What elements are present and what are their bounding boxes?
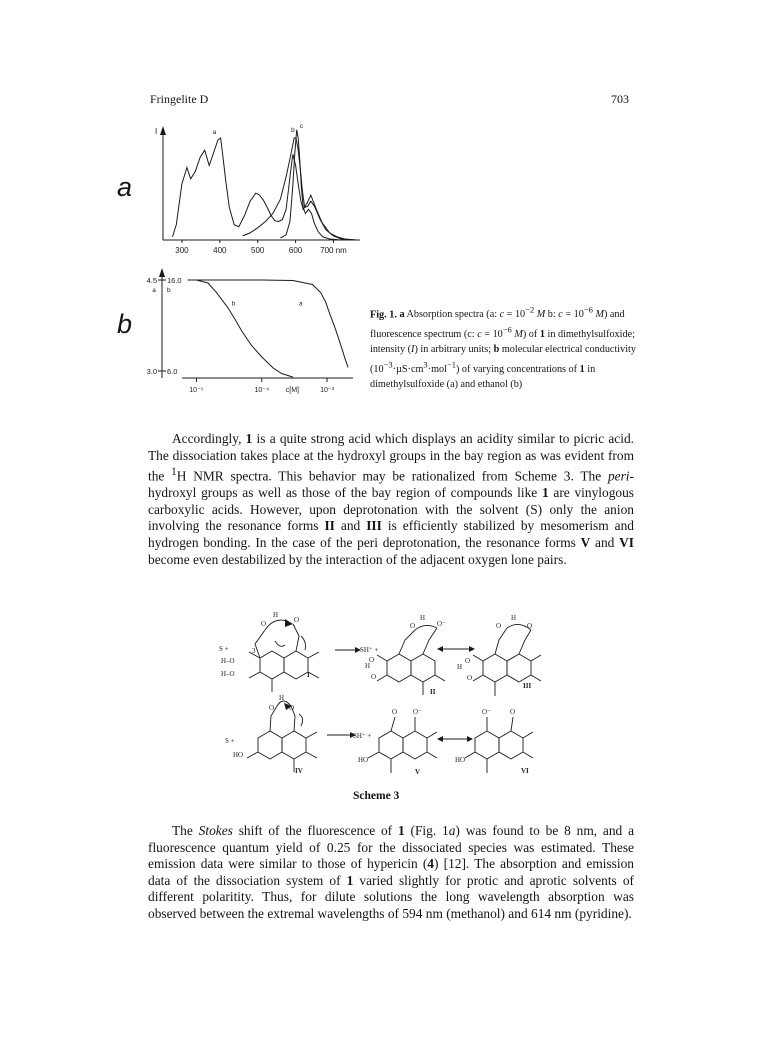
x-tick-label: 10⁻⁵ bbox=[189, 387, 204, 394]
y-left-tick-label: 4.5 bbox=[146, 276, 157, 285]
axis-series-label-a: a bbox=[152, 287, 156, 294]
x-tick-label: 300 bbox=[175, 246, 189, 255]
x-tick-label: 10⁻³ bbox=[320, 387, 334, 394]
conductivity-chart bbox=[138, 262, 370, 398]
position-3-label: 3 bbox=[252, 647, 256, 655]
structure-II bbox=[377, 625, 445, 695]
h-label-2: H bbox=[365, 662, 371, 670]
axis-series-label-b: b bbox=[167, 287, 171, 294]
h-label-4: H bbox=[457, 663, 463, 671]
series-line-c bbox=[280, 130, 356, 240]
paragraph-2: The Stokes shift of the fluorescence of 1 (Fig. 1a) was found to be 8 nm, and a fluorescence quantum yield of 0.25 for the dissociated species was estimated. These emission data were similar to those of hypericin (4) [12]. The absorption and emission data of the dissociation system of 1 varied slightly for protic and aprotic solvents of different polaritity. Thus, for dilute solutions the long wavelength absorption was observed between the extremal wavelengths of 594 nm (methanol) and 614 nm (pyridine). bbox=[148, 823, 635, 921]
compound-I-label: I bbox=[307, 671, 310, 679]
o-minus-2: O⁻ bbox=[413, 708, 422, 716]
series-label-a: a bbox=[299, 300, 303, 308]
running-title: Fringelite D bbox=[150, 92, 209, 106]
x-tick-label: 700 nm bbox=[320, 246, 347, 255]
y-right-tick-label: 6.0 bbox=[167, 367, 178, 376]
compound-IV-label: IV bbox=[295, 767, 303, 775]
series-label-b: b bbox=[291, 127, 295, 134]
o-label-2: O bbox=[294, 616, 300, 624]
o-label-4: O bbox=[371, 673, 377, 681]
series-line-a bbox=[173, 138, 357, 240]
h-label-1: H bbox=[273, 611, 279, 619]
ho-label-1: HO bbox=[233, 751, 244, 759]
series-line-b bbox=[192, 280, 293, 377]
structure-I bbox=[249, 620, 319, 692]
page-number: 703 bbox=[611, 92, 629, 106]
o-label-9: O bbox=[527, 622, 533, 630]
o-label-3: O bbox=[369, 656, 375, 664]
h-o-label-1: H–O bbox=[221, 657, 235, 665]
compound-VI-label: VI bbox=[521, 767, 529, 775]
y-left-tick-label: 3.0 bbox=[146, 367, 157, 376]
structure-V bbox=[368, 717, 437, 773]
x-tick-label: 400 bbox=[213, 246, 227, 255]
figure-caption bbox=[370, 303, 638, 392]
ho-label-2: HO bbox=[358, 756, 369, 764]
x-tick-label: 600 bbox=[288, 246, 303, 255]
o-label-11: O bbox=[289, 704, 295, 712]
o-label-1: O bbox=[261, 620, 267, 628]
o-label-7: O bbox=[467, 674, 473, 682]
o-label-5: O bbox=[410, 622, 416, 630]
o-label-10: O bbox=[269, 704, 275, 712]
ho-label-3: HO bbox=[455, 756, 466, 764]
s-plus-2: S + bbox=[225, 737, 235, 745]
series-label-a: a bbox=[212, 129, 217, 136]
y-axis-label: I bbox=[155, 127, 158, 136]
h-o-label-2: H–O bbox=[221, 670, 235, 678]
caption-text: a Absorption spectra (a: $c = 10^{-2}$ M b: $c = 10^{-6}$ M) and fluorescence spectrum (c: $c = 10^{-6}$ M) of 1 in dimethylsulfoxide; intensity (I) in arbitrary units; b molecular electrical conductivity $(10^{-3}\cdot\mu S\cdot cm^3\cdot mol^{-1})$ of varying concentrations of 1 in dimethylsulfoxide (a) and ethanol (b) bbox=[370, 305, 636, 390]
y-axis-arrow bbox=[159, 268, 165, 277]
structure-VI bbox=[465, 717, 533, 773]
panel-b-letter: b bbox=[117, 309, 133, 339]
compound-V-label: V bbox=[415, 768, 421, 776]
spectra-chart bbox=[145, 118, 365, 258]
series-label-c: c bbox=[299, 122, 303, 130]
series-label-b: b bbox=[231, 300, 236, 308]
y-right-tick-label: 16.0 bbox=[167, 276, 182, 285]
s-plus-1: S + bbox=[219, 645, 229, 653]
scheme-3-diagram bbox=[215, 606, 545, 786]
o-label-13: O bbox=[510, 708, 516, 716]
compound-II-label: II bbox=[430, 688, 436, 696]
panel-a-letter: a bbox=[117, 172, 133, 202]
series-line-a bbox=[188, 280, 349, 367]
y-axis-arrow bbox=[160, 126, 166, 135]
caption-label: Fig. 1. bbox=[370, 309, 397, 321]
o-minus-1: O⁻ bbox=[437, 620, 446, 628]
h-label-6: H bbox=[279, 694, 285, 702]
structure-IV bbox=[247, 701, 317, 772]
sh-plus-1: SH⁺ + bbox=[360, 646, 379, 654]
compound-III-label: III bbox=[523, 682, 532, 690]
x-tick-label: 10⁻⁴ bbox=[254, 387, 270, 394]
x-axis-label: c[M] bbox=[285, 387, 300, 394]
o-label-8: O bbox=[496, 622, 502, 630]
o-label-6: O bbox=[465, 657, 471, 665]
sh-plus-2: SH⁺ + bbox=[353, 732, 372, 740]
o-minus-3: O⁻ bbox=[482, 708, 491, 716]
paragraph-1: Accordingly, 1 is a quite strong acid which displays an acidity similar to picric acid. The dissociation takes place at the hydroxyl groups in the bay region as was evident from the $^1$H NMR spectra. This behavior may be rationalized from Scheme 3. The peri-hydroxyl groups as well as those of the bay region of compounds like 1 are vinylogous carboxylic acids. However, upon deprotonation with the solvent (S) only the anion involving the resonance forms II and III is efficiently stabilized by mesomerism and hydrogen bonding. In the case of the peri deprotonation, the resonance forms V and VI become even destabilized by the interaction of the adjacent oxygen lone pairs. bbox=[148, 431, 635, 567]
o-label-12: O bbox=[392, 708, 398, 716]
scheme-caption: Scheme 3 bbox=[353, 790, 400, 802]
h-label-5: H bbox=[511, 614, 517, 622]
h-label-3: H bbox=[420, 614, 426, 622]
x-tick-label: 500 bbox=[251, 246, 265, 255]
